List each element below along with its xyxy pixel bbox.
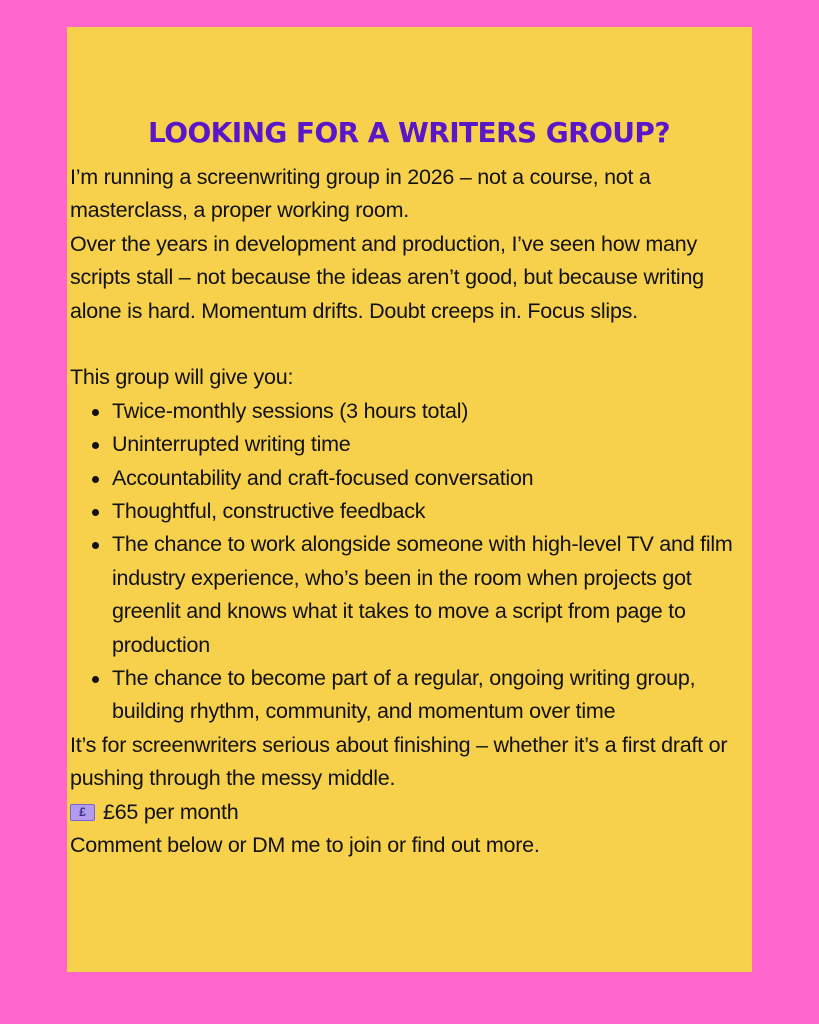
list-item: Accountability and craft-focused conversation	[112, 462, 752, 495]
paragraph-gap	[70, 328, 752, 361]
flyer-title: LOOKING FOR A WRITERS GROUP?	[148, 116, 670, 149]
list-item: The chance to become part of a regular, ongoing writing group, building rhythm, community, and momentum over time	[112, 662, 752, 729]
flyer-card	[67, 27, 752, 972]
list-intro: This group will give you:	[70, 365, 294, 390]
audience-text: It’s for screenwriters serious about finishing – whether it’s a first draft or pushing through the messy middle.	[70, 732, 728, 791]
price-text: £65 per month	[103, 799, 239, 824]
list-item: Uninterrupted writing time	[112, 428, 752, 461]
intro-paragraph-1: I’m running a screenwriting group in 2026 – not a course, not a masterclass, a proper working room.	[70, 165, 651, 223]
list-item: Thoughtful, constructive feedback	[112, 495, 752, 528]
flyer-body	[70, 161, 752, 863]
pound-banknote-icon	[70, 804, 95, 821]
list-item: The chance to work alongside someone with high-level TV and film industry experience, who’s been in the room when projects got greenlit and knows what it takes to move a script from page to production	[112, 528, 752, 662]
price-line	[70, 796, 752, 829]
intro-paragraph-2: Over the years in development and production, I’ve seen how many scripts stall – not because the ideas aren’t good, but because writing alone is hard. Momentum drifts. Doubt creeps in. Focus slips.	[70, 231, 704, 323]
benefits-list	[70, 395, 752, 729]
call-to-action: Comment below or DM me to join or find out more.	[70, 833, 540, 858]
list-item: Twice-monthly sessions (3 hours total)	[112, 395, 752, 428]
